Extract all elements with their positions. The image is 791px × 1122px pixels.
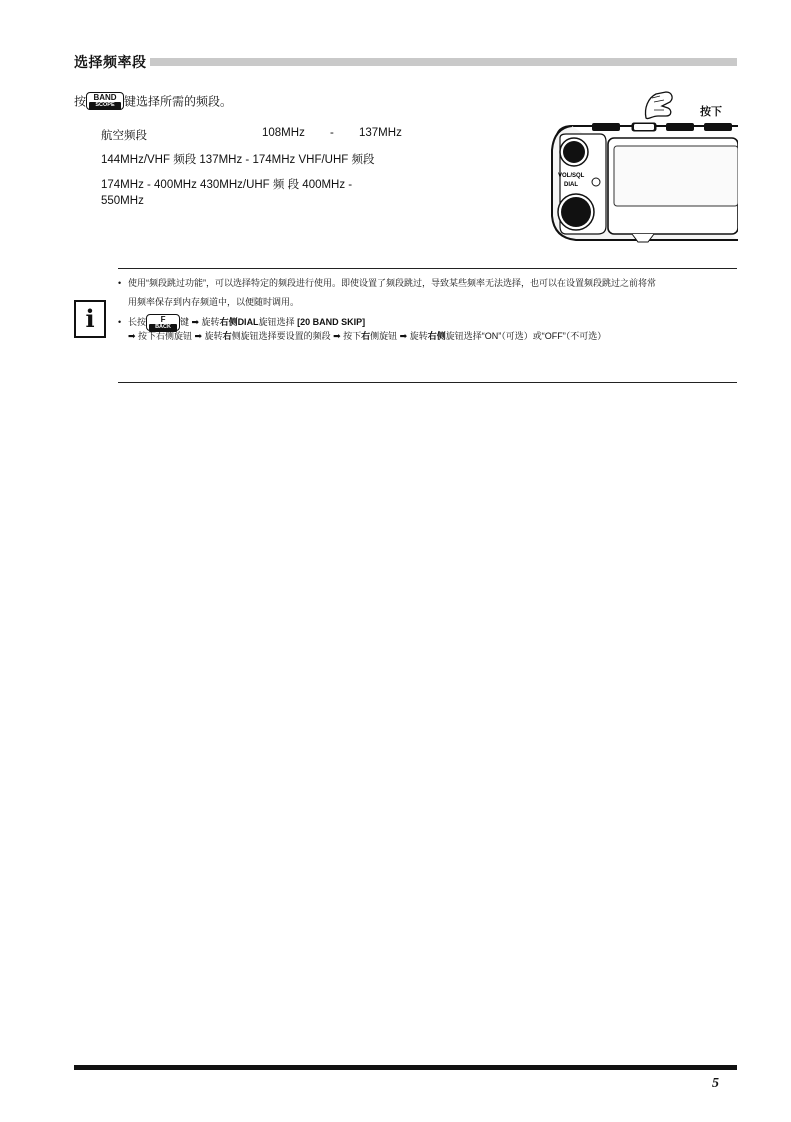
band-name: 航空频段 bbox=[101, 130, 147, 142]
note-2b-bold-3: 右侧 bbox=[427, 331, 446, 341]
band-key-bottom: SCOPE bbox=[89, 102, 121, 110]
indicator-led bbox=[592, 178, 600, 186]
vol-sql-label: VOL/SQL bbox=[558, 173, 585, 179]
panel-button-4 bbox=[704, 123, 732, 131]
note-line-2b bbox=[128, 330, 606, 343]
note-item-2 bbox=[118, 314, 365, 331]
f-key-bottom: BACK bbox=[149, 324, 177, 332]
radio-front-panel-illustration bbox=[548, 86, 738, 246]
footer-rule bbox=[74, 1065, 737, 1070]
f-key-top: F bbox=[160, 315, 166, 324]
band-row-air bbox=[101, 127, 404, 143]
note-2b-bold-2: 右 bbox=[361, 331, 371, 341]
band-dash: - bbox=[330, 127, 334, 139]
note-bottom-rule bbox=[118, 382, 737, 383]
f-back-key-icon bbox=[146, 314, 180, 331]
vol-sql-knob-cap bbox=[563, 141, 585, 163]
band-end: 137MHz bbox=[359, 127, 402, 139]
pointing-hand-icon bbox=[645, 92, 672, 119]
dial-knob-cap bbox=[561, 197, 591, 227]
panel-button-3 bbox=[666, 123, 694, 131]
lcd-screen bbox=[614, 146, 738, 206]
note-2b-part-e: 旋钮选择“ON”（可选）或“OFF”（不可选） bbox=[445, 331, 607, 341]
band-start: 108MHz bbox=[262, 127, 305, 139]
title-rule bbox=[150, 58, 737, 66]
band-key-top: BAND bbox=[93, 93, 117, 102]
instruction-suffix: 键选择所需的频段。 bbox=[124, 94, 233, 109]
instruction-prefix: 按 bbox=[74, 94, 87, 109]
band-row-vhf: 144MHz/VHF 频段 137MHz - 174MHz VHF/UHF 频段 bbox=[101, 154, 375, 166]
note-line-1: 使用“频段跳过功能”，可以选择特定的频段进行使用。即使设置了频段跳过，导致某些频率无法选择，也可以在设置频段跳过之前将常 bbox=[128, 278, 656, 288]
band-row-uhf-end: 550MHz bbox=[101, 195, 144, 207]
note-top-rule bbox=[118, 268, 737, 269]
note-line-1b: 用频率保存到内存频道中，以便随时调用。 bbox=[128, 297, 300, 307]
note-2b-bold-1: 右 bbox=[222, 331, 232, 341]
note-line-2-mid2: 旋钮选择 bbox=[258, 316, 298, 327]
bullet-icon: • bbox=[118, 278, 122, 288]
note-line-2-bold1: 右侧DIAL bbox=[219, 316, 259, 327]
note-2b-part-c: 侧旋钮选择要设置的频段 ➡ 按下 bbox=[231, 331, 362, 341]
note-item-1 bbox=[118, 277, 656, 290]
band-row-uhf: 174MHz - 400MHz 430MHz/UHF 频 段 400MHz - bbox=[101, 179, 353, 191]
section-title: 选择频率段 bbox=[74, 54, 147, 70]
bullet-icon: • bbox=[118, 316, 122, 327]
panel-button-1 bbox=[592, 123, 620, 131]
note-line-2-mid: 键 ➡ 旋转 bbox=[180, 316, 220, 327]
note-2b-part-d: 侧旋钮 ➡ 旋转 bbox=[370, 331, 428, 341]
page-number: 5 bbox=[712, 1076, 719, 1091]
note-line-2-prefix: 长按 bbox=[128, 316, 147, 327]
note-line-2-bold2: [20 BAND SKIP] bbox=[297, 316, 366, 327]
note-2b-part-a: ➡ 按下右侧旋钮 ➡ 旋转 bbox=[128, 331, 223, 341]
instruction-line bbox=[74, 92, 232, 110]
info-icon: i bbox=[74, 300, 106, 338]
band-scope-key-icon bbox=[86, 92, 124, 110]
dial-label: DIAL bbox=[564, 182, 578, 188]
press-label: 按下 bbox=[700, 106, 722, 118]
